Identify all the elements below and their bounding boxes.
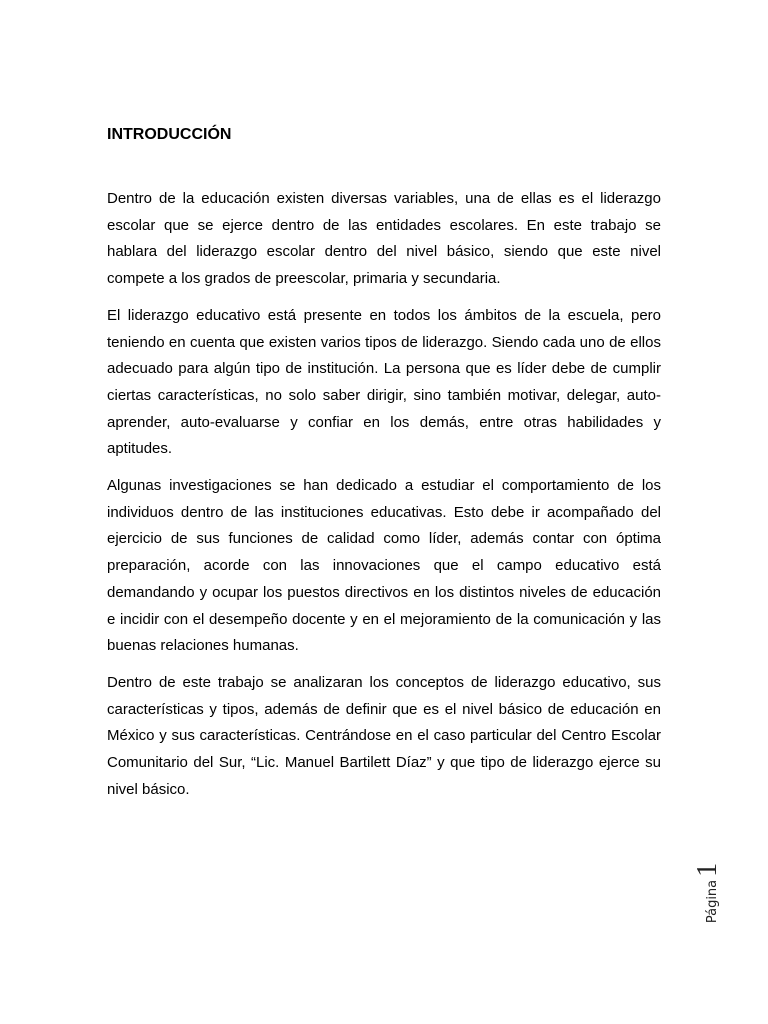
body-text [107, 186, 661, 813]
page-number: 1 [692, 862, 723, 877]
page-label: Página [705, 879, 720, 924]
paragraph-4: Dentro de este trabajo se analizaran los conceptos de liderazgo educativo, sus características y tipos, además de definir que es el nivel básico de educación en México y sus características. Centrándose en el caso particular del Centro Escolar Comunitario del Sur, “Lic. Manuel Bartilett Díaz” y que tipo de liderazgo ejerce su nivel básico. [107, 673, 661, 798]
paragraph-3: Algunas investigaciones se han dedicado a estudiar el comportamiento de los individuos dentro de las instituciones educativas. Esto debe ir acompañado del ejercicio de sus funciones de calidad como líder, además contar con óptima preparación, acorde con las innovaciones que el campo educativo está demandando y ocupar los puestos directivos en los distintos niveles de educación e incidir con el desempeño docente y en el mejoramiento de la comunicación y las buenas relaciones humanas. [107, 477, 661, 655]
paragraph-1: Dentro de la educación existen diversas variables, una de ellas es el liderazgo escolar que se ejerce dentro de las entidades escolares. En este trabajo se hablara del liderazgo escolar dentro del nivel básico, siendo que este nivel compete a los grados de preescolar, primaria y secundaria. [107, 190, 661, 288]
page-number-footer [688, 858, 728, 928]
page-title: INTRODUCCIÓN [107, 126, 232, 143]
paragraph-2: El liderazgo educativo está presente en todos los ámbitos de la escuela, pero teniendo en cuenta que existen varios tipos de liderazgo. Siendo cada uno de ellos adecuado para algún tipo de institución. La persona que es líder debe de cumplir ciertas características, no solo saber dirigir, sino también motivar, delegar, auto-aprender, auto-evaluarse y confiar en los demás, entre otras habilidades y aptitudes. [107, 306, 661, 458]
